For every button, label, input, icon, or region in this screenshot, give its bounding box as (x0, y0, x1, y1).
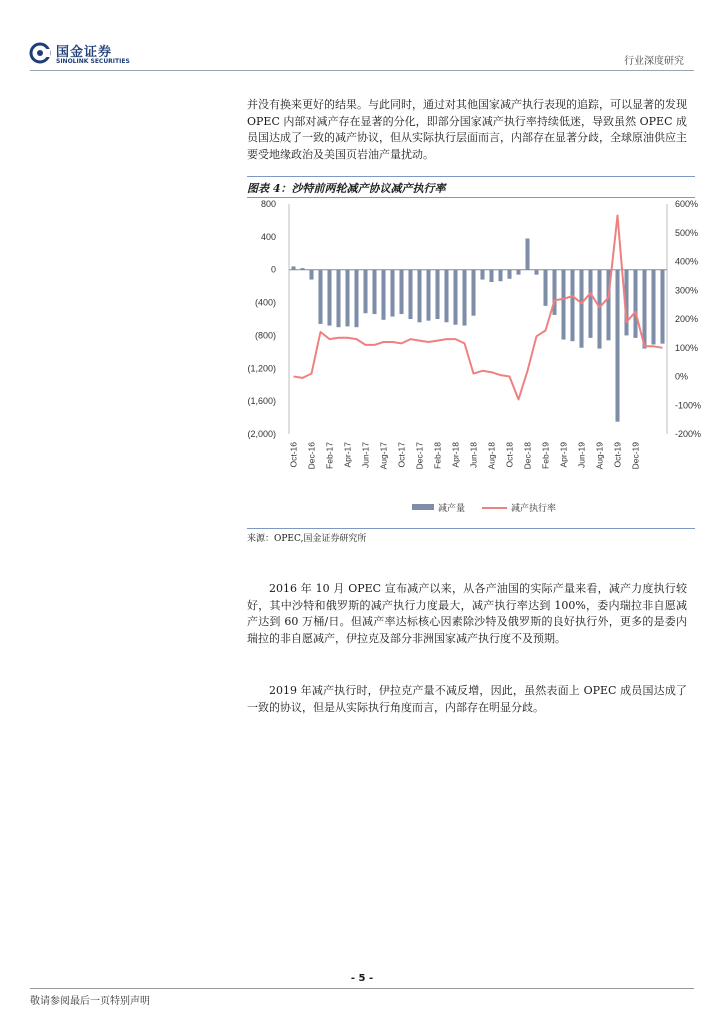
legend-label-bar: 减产量 (438, 504, 466, 514)
bar-cut-volume (300, 268, 304, 270)
bar-cut-volume (651, 270, 655, 345)
bar-cut-volume (390, 270, 394, 317)
x-tick-label: Aug-18 (486, 442, 497, 470)
bar-cut-volume (660, 270, 664, 344)
left-tick-label: (2,000) (247, 429, 276, 439)
bar-cut-volume (327, 270, 331, 326)
logo-text-en: SINOLINK SECURITIES (56, 58, 130, 65)
bar-cut-volume (408, 270, 412, 319)
bar-cut-volume (507, 270, 511, 279)
bar-cut-volume (426, 270, 430, 321)
bar-cut-volume (462, 270, 466, 326)
x-tick-label: Feb-17 (324, 442, 335, 469)
x-tick-label: Oct-18 (504, 442, 515, 468)
paragraph-3: 2019 年减产执行时，伊拉克产量不减反增，因此，虽然表面上 OPEC 成员国达成了一致的协议，但是从实际执行角度而言，内部存在明显分歧。 (247, 684, 687, 714)
bar-cut-volume (642, 270, 646, 349)
x-tick-label: Apr-17 (342, 442, 353, 468)
report-type: 行业深度研究 (624, 56, 684, 67)
bar-cut-volume (588, 270, 592, 338)
right-tick-label: -100% (675, 400, 702, 411)
logo-text-cn: 国金证券 (56, 45, 113, 60)
right-tick-label: 300% (675, 285, 699, 296)
x-tick-label: Oct-17 (396, 442, 407, 468)
x-tick-label: Apr-18 (450, 442, 461, 468)
bar-cut-volume (336, 270, 340, 328)
x-tick-label: Apr-19 (558, 442, 569, 468)
production-cut-chart (247, 198, 702, 528)
bar-cut-volume (318, 270, 322, 324)
x-tick-label: Oct-19 (612, 442, 623, 468)
x-tick-label: Dec-16 (306, 442, 317, 470)
bar-cut-volume (597, 270, 601, 349)
legend-swatch-bar (412, 504, 434, 510)
figure-source: 来源：OPEC,国金证券研究所 (247, 528, 695, 544)
figure-title: 图表 4：沙特前两轮减产协议减产执行率 (247, 182, 446, 195)
x-tick-label: Aug-19 (594, 442, 605, 470)
company-logo (30, 42, 140, 68)
bar-cut-volume (354, 270, 358, 328)
bar-cut-volume (543, 270, 547, 306)
bar-cut-volume (471, 270, 475, 316)
right-tick-label: 200% (675, 314, 699, 324)
bar-cut-volume (453, 270, 457, 325)
bar-cut-volume (480, 270, 484, 280)
right-tick-label: 100% (675, 342, 699, 353)
bar-cut-volume (363, 270, 367, 314)
bar-cut-volume (498, 270, 502, 282)
right-tick-label: 0% (675, 371, 689, 382)
bar-cut-volume (399, 270, 403, 314)
bar-cut-volume (633, 270, 637, 338)
left-tick-label: (1,600) (247, 396, 276, 407)
figure-title-bar (247, 176, 695, 198)
legend-label-line: 减产执行率 (511, 504, 557, 514)
bar-cut-volume (372, 270, 376, 314)
bar-cut-volume (309, 270, 313, 280)
bar-cut-volume (417, 270, 421, 323)
left-tick-label: 0 (270, 264, 276, 275)
page-number: - 5 - (350, 973, 374, 984)
bar-cut-volume (579, 270, 583, 348)
bar-cut-volume (435, 270, 439, 319)
header-divider (30, 70, 694, 71)
page-header (0, 0, 724, 72)
x-tick-label: Jun-17 (360, 442, 371, 468)
x-tick-label: Jun-18 (468, 442, 479, 468)
bar-cut-volume (489, 270, 493, 282)
bar-cut-volume (291, 266, 295, 269)
right-tick-label: 500% (675, 227, 699, 238)
bar-cut-volume (561, 270, 565, 340)
x-tick-label: Feb-18 (432, 442, 443, 469)
paragraph-2: 2016 年 10 月 OPEC 宣布减产以来，从各产油国的实际产量来看，减产力度执行较好，其中沙特和俄罗斯的减产执行力度最大，减产执行率达到 100%，委内瑞拉非自愿减产达到 60 万桶/日。但减产率达标核心因素除沙特及俄罗斯的良好执行外，更多的是委内瑞拉的非自愿减产，伊拉克及部分非洲国家减产执行度不及预期。 (247, 582, 687, 645)
x-tick-label: Aug-17 (378, 442, 389, 470)
x-tick-label: Oct-16 (288, 442, 299, 468)
left-tick-label: (800) (254, 330, 276, 341)
x-tick-label: Feb-19 (540, 442, 551, 469)
right-tick-label: -200% (675, 429, 702, 439)
x-tick-label: Dec-17 (414, 442, 425, 470)
disclaimer-note: 敬请参阅最后一页特别声明 (30, 996, 150, 1007)
bar-cut-volume (444, 270, 448, 323)
left-tick-label: 400 (260, 231, 276, 242)
bar-cut-volume (381, 270, 385, 320)
bar-cut-volume (345, 270, 349, 327)
right-tick-label: 600% (675, 199, 699, 209)
bar-cut-volume (516, 270, 520, 275)
footer-divider (30, 988, 694, 989)
bar-cut-volume (534, 270, 538, 275)
right-tick-label: 400% (675, 256, 699, 267)
logo-icon (30, 42, 50, 64)
left-tick-label: 800 (260, 199, 276, 209)
bar-cut-volume (525, 239, 529, 270)
bar-cut-volume (570, 270, 574, 341)
paragraph-1: 并没有换来更好的结果。与此同时，通过对其他国家减产执行表现的追踪，可以显著的发现 OPEC 内部对减产存在显著的分化，即部分国家减产执行率持续低迷，导致虽然 OPEC 成员国达成了一致的减产协议，但从实际执行层面而言，内部存在显著分歧，全球原油供应主要受地缘政治及美国页岩油产量扰动。 (247, 98, 687, 161)
bar-cut-volume (615, 270, 619, 422)
left-tick-label: (400) (254, 297, 276, 308)
left-tick-label: (1,200) (247, 363, 276, 374)
x-tick-label: Dec-19 (630, 442, 641, 470)
x-tick-label: Dec-18 (522, 442, 533, 470)
x-tick-label: Jun-19 (576, 442, 587, 468)
